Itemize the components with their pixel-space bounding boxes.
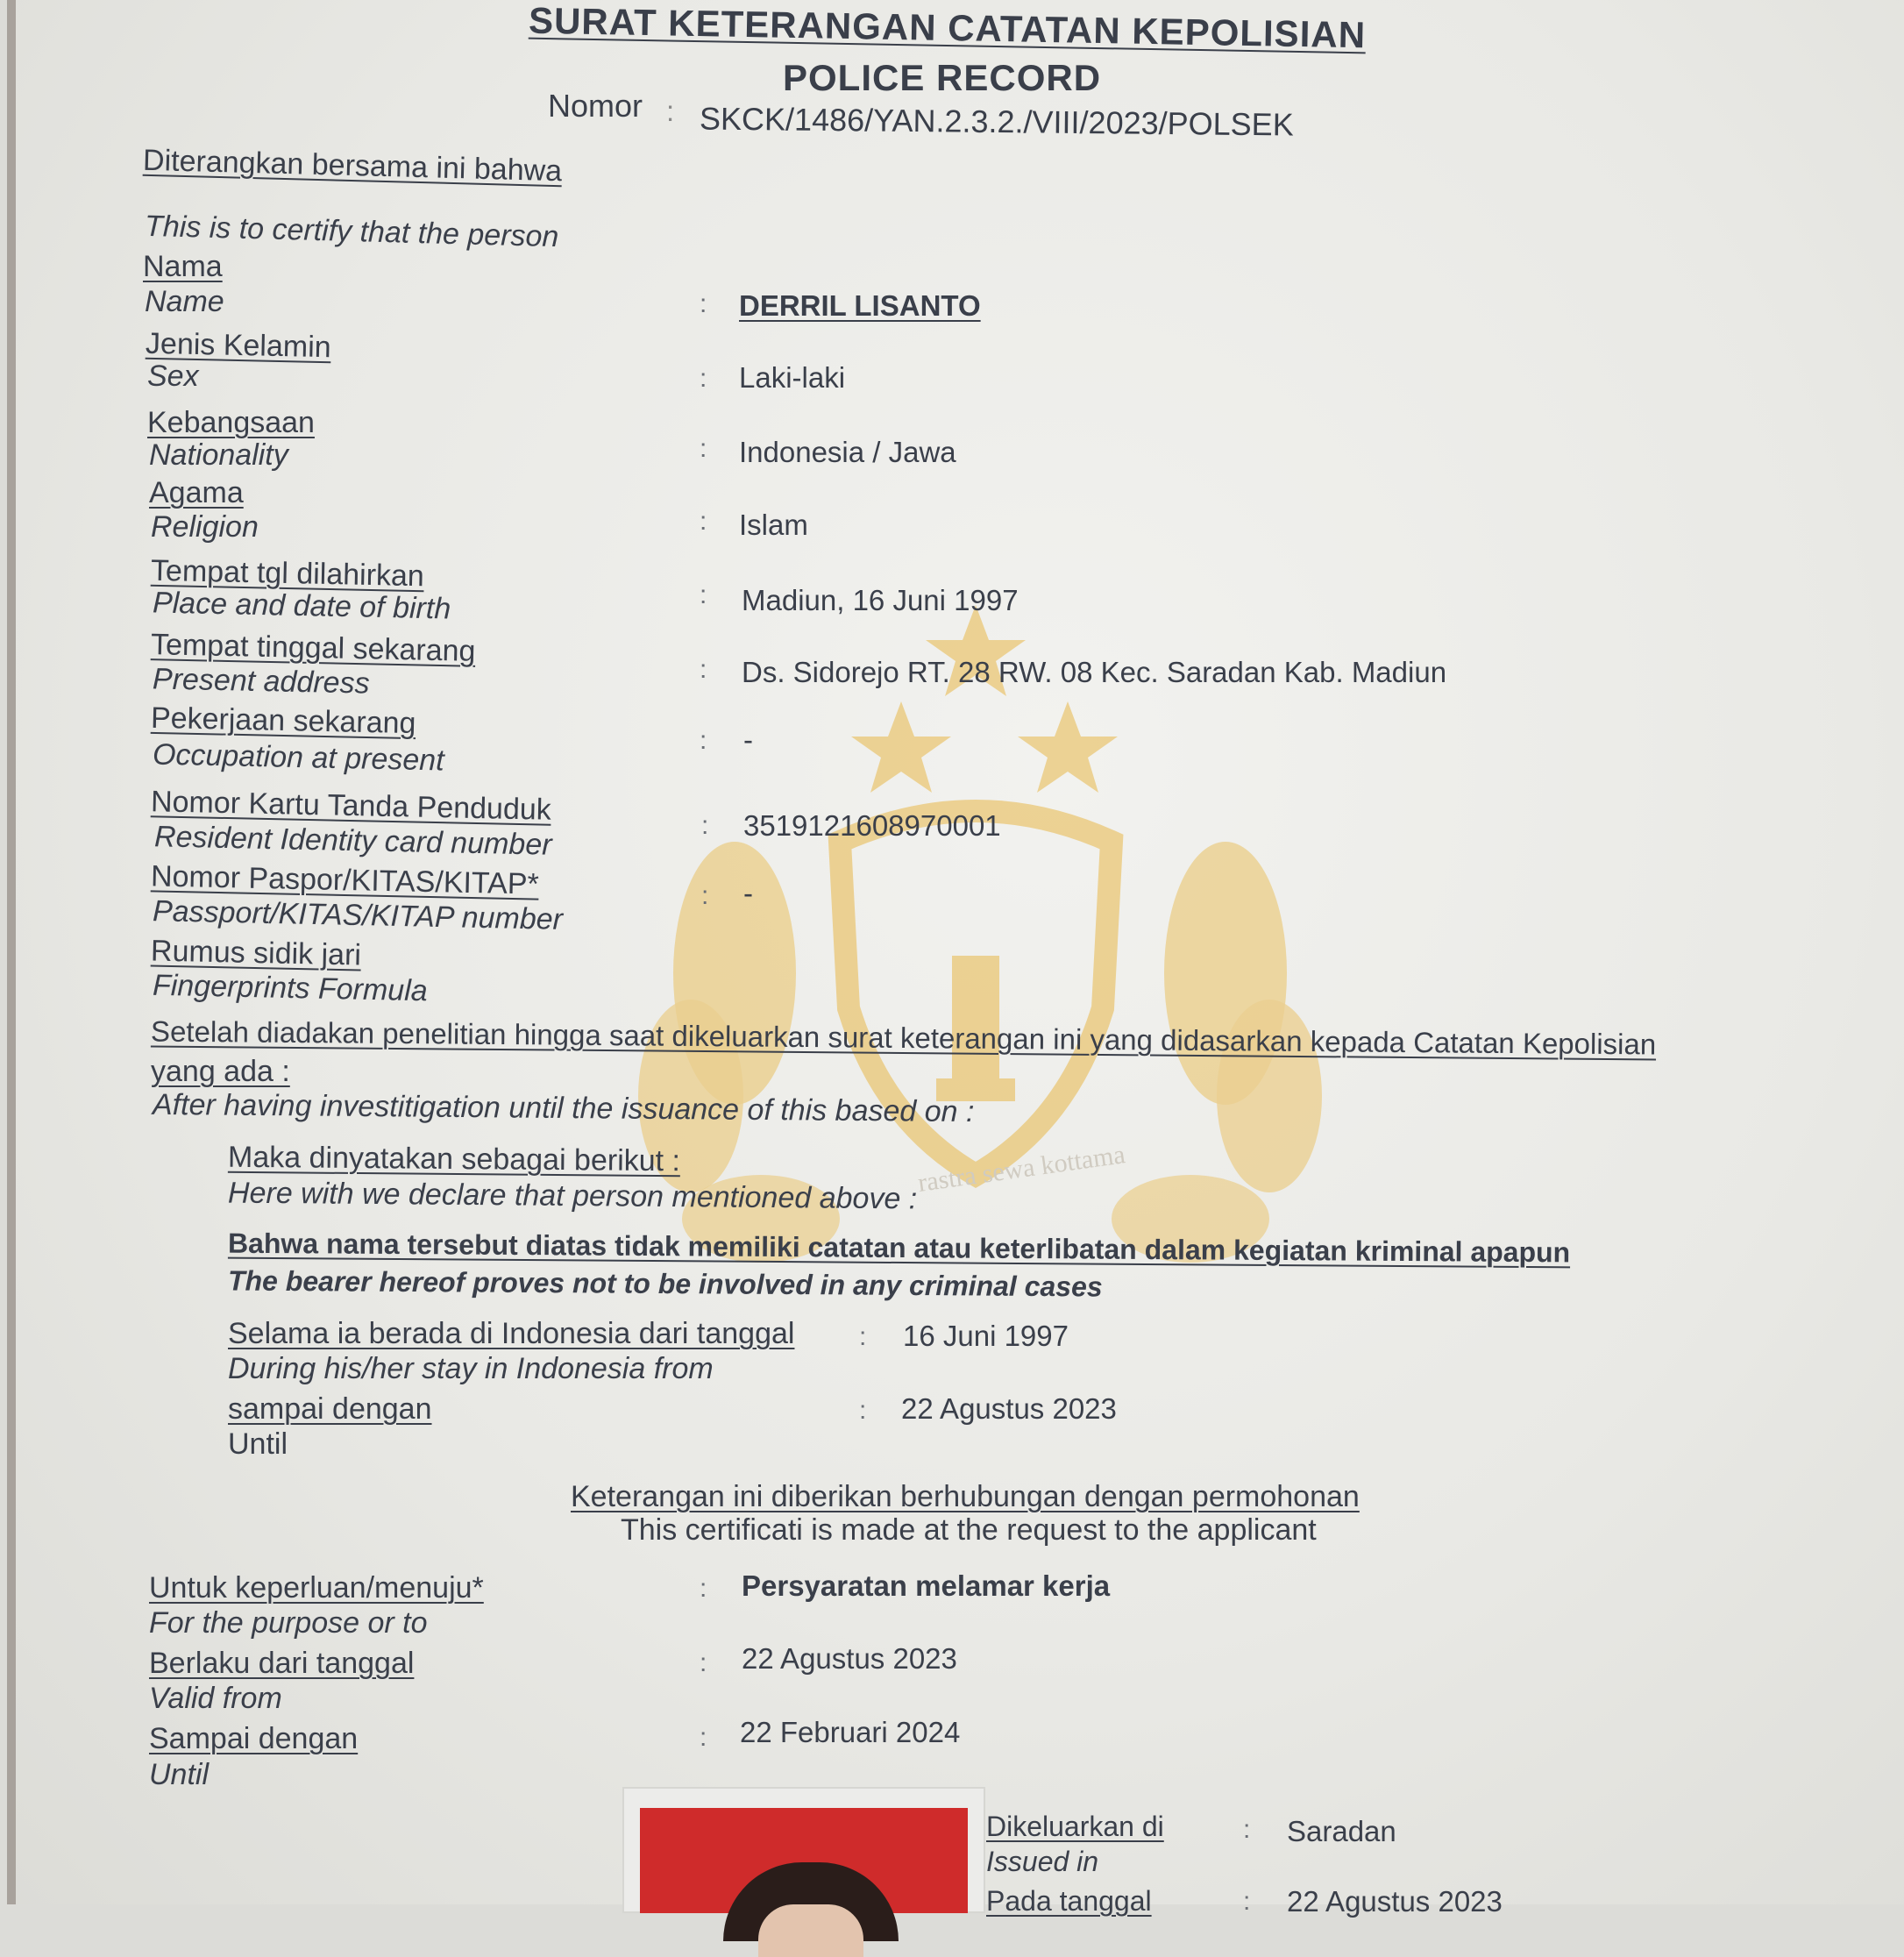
purpose-label: Untuk keperluan/menuju* [149, 1571, 484, 1605]
field-address-value: Ds. Sidorejo RT. 28 RW. 08 Kec. Saradan Kab. Madiun [742, 656, 1447, 688]
field-sex-label: Jenis Kelamin [145, 326, 332, 365]
valid-until-label-en: Until [149, 1758, 210, 1791]
field-address-label: Tempat tinggal sekarang [150, 628, 476, 668]
valid-from-value: 22 Agustus 2023 [742, 1642, 957, 1675]
research-line1: Setelah diadakan penelitian hingga saat dikeluarkan surat keterangan ini yang didasarkan kepada Catatan Kepolisian [150, 1014, 1657, 1061]
field-passport-value: - [743, 877, 753, 909]
colon: : [859, 1396, 867, 1425]
colon: : [859, 1322, 867, 1351]
colon: : [700, 1723, 707, 1752]
research-line2: yang ada : [151, 1055, 290, 1088]
emblem-motto: rastra sewa kottama [916, 1140, 1127, 1198]
nomor-colon: : [666, 95, 675, 127]
valid-until-value: 22 Februari 2024 [740, 1716, 961, 1748]
field-nama-label: Nama [143, 250, 223, 283]
colon: : [700, 364, 707, 393]
field-occupation-label-en: Occupation at present [152, 737, 445, 778]
issued-date-value: 22 Agustus 2023 [1287, 1885, 1503, 1918]
field-religion-label: Agama [149, 476, 244, 509]
field-nama-value: DERRIL LISANTO [739, 289, 981, 322]
purpose-value: Persyaratan melamar kerja [742, 1569, 1111, 1602]
field-address-label-en: Present address [152, 662, 370, 701]
field-occupation-value: - [743, 723, 753, 756]
field-passport-label: Nomor Paspor/KITAS/KITAP* [150, 859, 540, 901]
valid-until-label: Sampai dengan [149, 1722, 359, 1755]
field-sex-value: Laki-laki [739, 361, 846, 394]
colon: : [700, 580, 707, 609]
field-passport-label-en: Passport/KITAS/KITAP number [152, 894, 564, 936]
statement-id: Bahwa nama tersebut diatas tidak memiliki catatan atau keterlibatan dalam kegiatan kriminal apapun [227, 1227, 1571, 1269]
valid-from-label-en: Valid from [149, 1682, 282, 1715]
colon: : [700, 1648, 707, 1677]
issued-value: Saradan [1287, 1815, 1396, 1847]
document-title: SURAT KETERANGAN CATATAN KEPOLISIAN [528, 0, 1367, 56]
nomor-label: Nomor [548, 88, 643, 124]
intro-en: This is to certify that the person [144, 209, 559, 254]
field-occupation-label: Pekerjaan sekarang [150, 701, 416, 741]
colon: : [701, 811, 709, 840]
document-subtitle: POLICE RECORD [783, 57, 1102, 98]
star-right [1018, 701, 1118, 793]
field-fingerprint-label: Rumus sidik jari [150, 934, 362, 972]
colon: : [700, 1574, 707, 1603]
intro-id: Diterangkan bersama ini bahwa [142, 143, 563, 189]
colon: : [701, 881, 709, 910]
request-en: This certificati is made at the request to the applicant [621, 1513, 1317, 1547]
stay-from-label: Selama ia berada di Indonesia dari tanggal [228, 1317, 795, 1350]
colon: : [1243, 1815, 1251, 1844]
applicant-photo [622, 1787, 985, 1913]
declare-id: Maka dinyatakan sebagai berikut : [227, 1140, 681, 1178]
colon: : [700, 507, 707, 536]
document-page [7, 0, 1904, 1918]
nomor-value: SKCK/1486/YAN.2.3.2./VIII/2023/POLSEK [699, 100, 1294, 143]
valid-from-label: Berlaku dari tanggal [149, 1647, 415, 1680]
field-birth-value: Madiun, 16 Juni 1997 [742, 584, 1019, 616]
field-ktp-label: Nomor Kartu Tanda Penduduk [150, 785, 552, 827]
field-nationality-label-en: Nationality [149, 438, 288, 472]
stay-until-label: sampai dengan [228, 1392, 432, 1426]
field-sex-label-en: Sex [147, 359, 199, 393]
field-ktp-value: 3519121608970001 [743, 809, 1001, 842]
stay-from-label-en: During his/her stay in Indonesia from [228, 1352, 714, 1385]
issued-date-label: Pada tanggal [986, 1885, 1152, 1917]
colon: : [700, 289, 707, 318]
research-en: After having investitigation until the issuance of this based on : [152, 1087, 975, 1129]
stay-until-value: 22 Agustus 2023 [901, 1392, 1117, 1425]
colon: : [700, 434, 707, 463]
page-edge [7, 0, 16, 1904]
field-ktp-label-en: Resident Identity card number [153, 820, 552, 862]
colon: : [700, 726, 707, 755]
stay-until-label-en: Until [228, 1427, 288, 1461]
photo-background [640, 1808, 968, 1913]
issued-label-en: Issued in [986, 1846, 1099, 1877]
field-nationality-value: Indonesia / Jawa [739, 436, 956, 468]
field-religion-label-en: Religion [151, 510, 259, 544]
field-nationality-label: Kebangsaan [147, 406, 315, 439]
declare-en: Here with we declare that person mentioned above : [227, 1176, 918, 1216]
photo-face [758, 1904, 863, 1957]
stay-from-value: 16 Juni 1997 [903, 1320, 1069, 1352]
request-id: Keterangan ini diberikan berhubungan dengan permohonan [571, 1480, 1360, 1513]
star-left [851, 701, 951, 793]
field-birth-label-en: Place and date of birth [152, 586, 451, 626]
issued-label: Dikeluarkan di [986, 1811, 1164, 1842]
statement-en: The bearer hereof proves not to be involved in any criminal cases [227, 1264, 1103, 1303]
purpose-label-en: For the purpose or to [149, 1606, 428, 1640]
colon: : [700, 655, 707, 684]
police-emblem-watermark [577, 605, 1366, 1271]
colon: : [1243, 1887, 1251, 1916]
field-nama-label-en: Name [145, 285, 224, 318]
field-fingerprint-label-en: Fingerprints Formula [152, 968, 429, 1008]
field-religion-value: Islam [739, 509, 808, 541]
field-birth-label: Tempat tgl dilahirkan [150, 553, 425, 594]
